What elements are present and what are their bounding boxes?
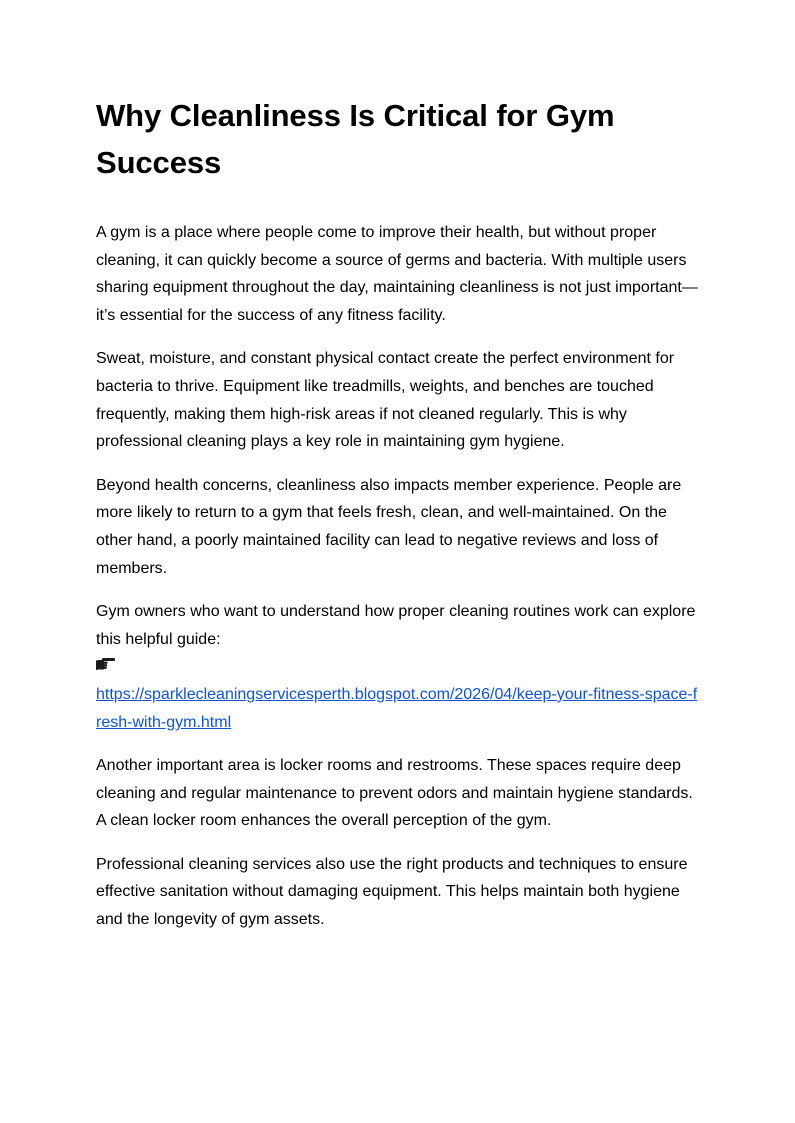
document-body: [96, 219, 702, 934]
paragraph: Another important area is locker rooms and restrooms. These spaces require deep cleaning and regular maintenance to prevent odors and maintain hygiene standards. A clean locker room enhances the overall perception of the gym.: [96, 757, 693, 830]
paragraph: Beyond health concerns, cleanliness also impacts member experience. People are more likely to return to a gym that feels fresh, clean, and well-maintained. On the other hand, a poorly maintained facility can lead to negative reviews and loss of members.: [96, 476, 682, 577]
page-title: Why Cleanliness Is Critical for Gym Success: [96, 98, 615, 180]
guide-link[interactable]: https://sparklecleaningservicesperth.blogspot.com/2026/04/keep-your-fitness-space-fresh-with-gym.html: [96, 685, 698, 731]
pointer-line: [96, 653, 702, 681]
paragraph: Sweat, moisture, and constant physical contact create the perfect environment for bacteria to thrive. Equipment like treadmills, weights, and benches are touched frequently, making them high-risk areas if not cleaned regularly. This is why professional cleaning plays a key role in maintaining gym hygiene.: [96, 350, 675, 451]
document-page: [96, 92, 702, 950]
guide-paragraph: [96, 598, 702, 736]
pointing-hand-icon: [96, 653, 115, 681]
paragraph: A gym is a place where people come to improve their health, but without proper cleaning, it can quickly become a source of germs and bacteria. With multiple users sharing equipment throughout the day, maintaining cleanliness is not just important—it’s essential for the success of any fitness facility.: [96, 224, 698, 324]
paragraph: Professional cleaning services also use the right products and techniques to ensure effective sanitation without damaging equipment. This helps maintain both hygiene and the longevity of gym assets.: [96, 855, 688, 929]
guide-intro: Gym owners who want to understand how proper cleaning routines work can explore this helpful guide:: [96, 603, 696, 648]
